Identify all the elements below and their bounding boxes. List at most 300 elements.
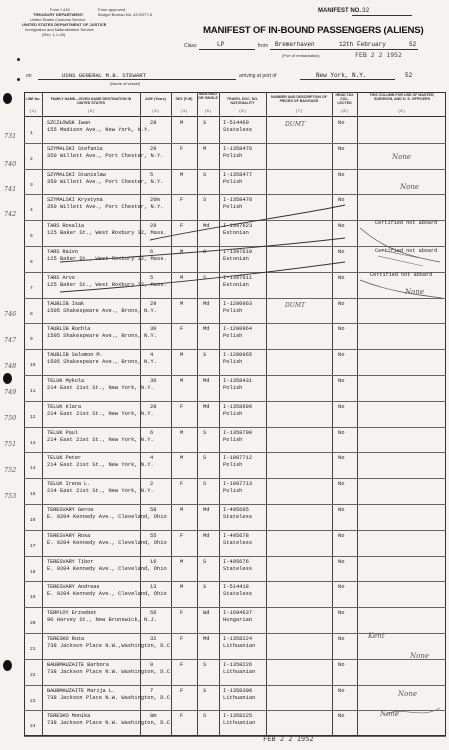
marital-status: Md [203,378,210,384]
passenger-address: 155 Madison Ave., New York, N.Y. [47,127,151,133]
justice-dept: UNITED STATES DEPARTMENT OF JUSTICE [22,22,107,27]
punch-hole [3,373,12,384]
passenger-address: E. 9204 Kennedy Ave., Cleveland, Ohio [47,514,167,520]
line-number: 4 [30,208,33,214]
date-stamp: FEB 2 2 1952 [355,51,402,59]
travel-doc-number: I-1087712 [223,455,253,462]
col-head-tax: HEAD TAX COL-LECTED [335,93,354,105]
col-line-no: LINE No. [25,97,41,101]
baggage-note: DUMT [285,121,306,128]
passenger-name: TERESVARY Geroe [47,507,94,513]
marital-status: S [203,171,207,178]
baggage-note: DUMT [285,301,306,309]
passenger-name: TAUBLIB Ruchla [47,326,91,333]
head-tax: No [338,661,345,668]
passenger-address: 350 Willett Ave., Port Chester, N.Y. [47,152,164,159]
passenger-address: E. 9204 Kennedy Ave., Cleveland, Ohio [47,565,167,572]
travel-doc-number: I-1358226 [223,661,253,668]
passenger-sex: M [180,558,184,565]
passenger-address: 1505 Shakespeare Ave., Bronx, N.Y. [47,333,157,340]
nationality: Estonian [223,256,249,262]
line-number: 6 [30,260,33,265]
passenger-age: 6 [150,249,154,255]
row-divider [24,659,446,660]
travel-doc-number: I-1358224 [223,636,253,642]
passenger-sex: M [180,378,184,384]
travel-doc-number: I-1694637 [223,610,253,617]
line-number: 8 [30,311,33,317]
from-label: from [258,43,268,49]
passenger-address: 214 East 21st St., New York, N.Y. [47,436,154,443]
manifest-label: MANIFEST NO. [318,8,361,14]
col-travel-doc: TRAVEL DOC. NO. NATIONALITY [226,97,259,105]
nationality: Polish [223,462,243,469]
col-age: AGE (Years) [145,97,166,101]
travel-doc-number: I-495676 [223,558,249,565]
row-divider [24,194,446,195]
margin-number: 748 [4,362,17,370]
passenger-sex: F [180,713,184,720]
line-number: 24 [30,724,36,730]
footer-date-stamp: FEB 2 2 1952 [263,735,314,743]
nationality: Estonian [223,230,249,237]
passenger-sex: M [180,171,184,178]
line-number: 20 [30,621,36,627]
row-divider [24,478,446,479]
passenger-age: 58 [150,507,157,513]
passenger-address: 738 Jackson Place N.W. Washington, D.C. [47,668,174,675]
on-label: on [26,73,32,79]
marital-status: Wd [203,610,210,617]
passenger-sex: F [180,610,184,617]
row-divider [24,556,446,557]
passenger-sex: M [180,249,184,255]
head-tax: No [338,378,345,384]
col-married: MAR-RIED OR SINGLE [198,92,218,100]
passenger-address: 214 East 21st St., New York, N.Y. [47,385,154,391]
line-number: 11 [30,389,36,394]
passenger-age: 13 [150,584,157,591]
head-tax: No [338,687,345,694]
form-approved: Form approved. [98,7,127,12]
head-tax: No [338,120,345,126]
passenger-address: 125 Baker St., West Roxbury 32, Mass. [47,230,167,237]
margin-number: 751 [4,440,17,448]
passenger-age: 28 [150,403,157,410]
passenger-name: SZYMALSKI Stefania [47,145,103,152]
passenger-sex: F [180,636,184,642]
marital-status: S [203,481,207,488]
line-number: 15 [30,492,36,498]
passenger-name: TERPLOY Erzsebet [47,610,97,617]
head-tax: No [338,610,345,617]
passenger-age: 29 [150,300,157,307]
passenger-address: 214 East 21st St., New York, N.Y. [47,462,154,469]
head-tax: No [338,223,345,230]
head-tax: No [338,403,345,410]
head-tax: No [338,713,345,720]
nationality: Stateless [223,539,253,546]
arriving-label: arriving at port of [239,73,277,79]
head-tax: No [338,352,345,359]
head-tax: No [338,171,345,178]
nationality: Stateless [223,565,253,572]
row-divider [24,375,446,376]
passenger-name: SZYMALSKI Stanislaw [47,171,106,178]
marital-status: S [203,713,207,720]
nationality: Lithuanian [223,694,256,701]
passenger-address: 1505 Shakespeare Ave., Bronx, N.Y. [47,307,157,314]
row-divider [24,504,446,505]
marital-status: Md [203,223,210,230]
passenger-sex: F [180,532,184,539]
row-divider [24,298,446,299]
marital-status: S [203,197,207,204]
passenger-age: 8m [150,713,157,720]
vessel-name: USNS GENERAL M.B. STEWART [62,72,146,79]
marital-status: Md [203,403,210,410]
col-officers: THIS COLUMN FOR USE OF MASTER, SURGEON, AND U. S. OFFICERS [369,93,435,101]
margin-number: 742 [4,210,17,218]
nationality: Polish [223,359,243,366]
head-tax: No [338,326,345,333]
passenger-name: TARS Rosalia [47,223,85,230]
passenger-age: 55 [150,532,157,539]
travel-doc-number: I-1358700 [223,429,253,436]
head-tax: No [338,481,345,488]
travel-doc-number: I-495695 [223,507,249,513]
head-tax: No [338,300,345,307]
line-number: 17 [30,543,36,549]
head-tax: No [338,274,345,281]
certified-note: Certified not aboard [370,272,433,278]
line-number: 9 [30,337,33,343]
marital-status: S [203,249,207,255]
port-of-embarkation: (Port of embarkation) [282,53,320,58]
travel-doc-number: I-1358699 [223,403,253,410]
marital-status: Md [203,300,210,307]
passenger-address: 738 Jackson Place N.W. Washington, D.C. [47,694,174,701]
col-name: FAMILY NAME—GIVEN NAME DESTINATION IN UNITED STATES [50,97,132,105]
passenger-age: 30 [150,326,157,333]
customs-service: United States Customs Service [30,17,86,22]
line-number: 12 [30,414,36,420]
travel-doc-number: I-1280964 [223,326,253,333]
row-divider [24,323,446,324]
passenger-name: TAUBLIB Salomon M. [47,352,103,359]
passenger-sex: F [180,145,184,152]
page-title: MANIFEST OF IN-BOUND PASSENGERS (ALIENS) [203,25,424,36]
vessel-note: (Name of vessel) [110,81,141,86]
line-number: 5 [30,234,33,240]
passenger-address: 738 Jackson Place N.W.,Washington, D.C. [47,643,174,649]
travel-doc-number: I-1280965 [223,352,253,359]
immigration-service: Immigration and Naturalization Service [25,27,94,32]
passenger-sex: M [180,352,184,359]
passenger-name: TELUK Mykola [47,378,85,384]
row-divider [24,736,446,737]
head-tax: No [338,584,345,591]
nationality: Polish [223,333,243,340]
line-number: 7 [30,285,33,291]
bullet-dot [17,58,20,61]
nationality: Polish [223,436,243,443]
arrival-year: 52 [405,72,413,79]
line-number: 19 [30,595,36,601]
passenger-address: 214 East 21st St., New York, N.Y. [47,410,154,417]
nationality: Lithuanian [223,720,256,727]
row-divider [24,427,446,428]
line-number: 22 [30,672,36,678]
margin-number: 752 [4,466,17,474]
head-tax: No [338,532,345,539]
margin-number: 753 [4,492,17,500]
passenger-name: TELUK Peter [47,455,81,462]
passenger-name: BAUBMAUZAITE Barbora [47,661,109,668]
nationality: Stateless [223,591,253,598]
marital-status: S [203,584,207,591]
passenger-name: TARS Raivo [47,249,78,255]
marital-status: Md [203,532,210,539]
margin-number: 750 [4,414,17,422]
row-divider [24,143,446,144]
row-divider [24,530,446,531]
passenger-age: 4 [150,352,154,359]
passenger-sex: F [180,661,184,668]
row-divider [24,246,446,247]
passenger-sex: M [180,274,184,281]
passenger-age: 9 [150,661,154,668]
handwritten-note: Kent [368,632,385,640]
row-divider [24,452,446,453]
handwritten-note: None [405,288,424,296]
passenger-address: 1505 Shakespeare Ave., Bronx, N.Y. [47,359,157,366]
class-value: LP [217,41,225,48]
line-number: 1 [30,131,33,136]
nationality: Lithuanian [223,643,256,649]
head-tax: No [338,249,345,255]
punch-hole [3,660,12,671]
passenger-name: SZYMALSKI Krystyna [47,197,103,204]
travel-doc-number: I-514460 [223,120,249,126]
line-number: 21 [30,647,36,652]
passenger-name: TARS Arvo [47,274,75,281]
from-value: Bremerhaven [275,41,315,48]
nationality: Polish [223,488,243,495]
passenger-name: TELUK Irena L. [47,481,91,488]
passenger-name: SZCZŁOWSK Iwan [47,120,91,126]
travel-doc-number: I-1397610 [223,249,253,255]
head-tax: No [338,145,345,152]
marital-status: S [203,558,207,565]
marital-status: S [203,274,207,281]
head-tax: No [338,558,345,565]
passenger-sex: M [180,120,184,126]
row-divider [24,401,446,402]
nationality: Polish [223,204,243,211]
nationality: Polish [223,178,243,185]
form-revision: (Rev. 1-1-49) [42,32,66,37]
marital-status: S [203,661,207,668]
passenger-age: 6 [150,429,154,436]
line-number: 16 [30,518,36,523]
nationality: Estonian [223,281,249,288]
manifest-page: Form I-415 TREASURY DEPARTMENT United States Customs Service UNITED STATES DEPARTMENT OF JUSTICE Immigration and Naturalization Service (Rev. 1-1-49) Form approved. Budget Bureau No. 43-R077-5 MANIFEST NO. 32 MANIFEST OF IN-BOUND PASSENGERS (ALIENS) Class LP from Bremerhaven 12th February 52 (Port of embarkation) FEB 2 2 1952 on USNS GENERAL M.B. STEWART (Name of vessel) arriving at port of New York, N.Y. 52 LINE No. FAMILY NAME—GIVEN NAME DESTINATION IN UNITED STATES AGE (Years) SEX (F-M) MAR-RIED OR SINGLE TRAVEL DOC. NO. NATIONALITY NUMBER AND DESCRIPTION OF PIECES OF BAGGAGE HEAD TAX COL-LECTED THIS COLUMN FOR USE OF MASTER, SURGEON, AND U. S. OFFICERS (1) (2) (3) (4) (5) (6) (7) (8) (9) 1 SZCZŁOWSK Iwan 155 Madison Ave., New York, N.Y. 28 M S I-514460 Stateless No DUMT 2 SZYMALSKI Stefania 350 Willett Ave., Port Chester, N.Y. 29 F M I-1358476 Polish No 3 SZYMALSKI Stanislaw 350 Willett Ave., Port Chester, N.Y. 5 M S I-1358477 Polish No 4 SZYMALSKI Krystyna 350 Willett Ave., Port Chester, N.Y. 20m F S I-1358478 Polish No 5 TARS Rosalia 125 Baker St., West Roxbury 32, Mass. 29 F Md I-1397623 Estonian No 6 TARS Raivo 125 Baker St., West Roxbury 32, Mass. 6 M S I-1397610 Estonian No 7 TARS Arvo 125 Baker St., West Roxbury 32, Mass. 5 M S I-1397611 Estonian No 8 TAUBLIB Isak 1505 Shakespeare Ave., Bronx, N.Y. 29 M Md I-1280963 Polish No DUMT 9 TAUBLIB Ruchla 1505 Shakespeare Ave., Bronx, N.Y. 30 F Md I-1280964 Polish No 10 TAUBLIB Salomon M. 1505 Shakespeare Ave., Bronx, N.Y. 4 M S I-1280965 Polish No 11 TELUK Mykola 214 East 21st St., New York, N.Y. 36 M Md I-1358431 Polish No 12 TELUK Klara 214 East 21st St., New York, N.Y. 28 F Md I-1358699 Polish No 13 TELUK Paul 214 East 21st St., New York, N.Y. 6 M S I-1358700 Polish No 14 TELUK Peter 214 East 21st St., New York, N.Y. 4 M S I-1087712 Polish No 15 TELUK Irena L. 214 East 21st St., New York, N.Y. 2 F S I-1087713 Polish No 16 TERESVARY Geroe E. 9204 Kennedy Ave., Cleveland, Ohio 58 M Md I-495695 Stateless No 17 TERESVARY Rosa E. 9204 Kennedy Ave., Cleveland, Ohio 55 F Md I-495678 Stateless No 18 TERESVARY Tibor E. 9204 Kennedy Ave., Cleveland, Ohio 16 M S I-495676 Stateless No 19 TERESVARY Andreas E. 9204 Kennedy Ave., Cleveland, Ohio 13 M S I-514418 Stateless No 20 TERPLOY Erzsebet 90 Harvey St., New Brunswick, N.J. 56 F Wd I-1694637 Hungarian No 21 TERESKO Ruta 738 Jackson Place N.W.,Washington, D.C. 32 F Md I-1358224 Lithuanian No 22 BAUBMAUZAITE Barbora 738 Jackson Place N.W. Washington, D.C. 9 F S I-1358226 Lithuanian No 23 BAUBMAUZAITE Marija L. 738 Jackson Place N.W. Washington, D.C. 7 F S I-1358308 Lithuanian No 24 TERESKO Monika 738 Jackson Place N.W. Washington, D.C. 8m F S I-1358225 Lithuanian No Certified not aboard Certified not aboard Certified not aboard None None None Kent None None None 731 740 741 742 746 747 748 749 750 751 752 753 FEB 2 2 1952 [0,0,449,750]
passenger-name: TERESKO Monika [47,713,91,720]
travel-doc-number: I-514418 [223,584,249,591]
head-tax: No [338,636,345,642]
travel-doc-number: I-1358477 [223,171,253,178]
passenger-name: TERESVARY Rosa [47,532,91,539]
passenger-name: TERESVARY Andreas [47,584,100,591]
marital-status: Md [203,636,210,642]
passenger-address: E. 9204 Kennedy Ave., Cleveland, Ohio [47,591,167,598]
certified-note: Certified not aboard [375,220,438,226]
line-number: 10 [30,363,36,369]
marital-status: Md [203,507,210,513]
line-number: 14 [30,466,36,472]
passenger-age: 5 [150,274,154,281]
passenger-age: 29 [150,223,157,230]
row-divider [24,349,446,350]
passenger-sex: F [180,223,184,230]
row-divider [24,685,446,686]
passenger-age: 29 [150,145,157,152]
passenger-sex: F [180,197,184,204]
passenger-address: 214 East 21st St., New York, N.Y. [47,488,154,495]
passenger-address: 738 Jackson Place N.W. Washington, D.C. [47,720,174,727]
col-sex: SEX (F-M) [175,97,193,101]
passenger-sex: M [180,455,184,462]
head-tax: No [338,507,345,513]
row-divider [24,169,446,170]
arrival-port: New York, N.Y. [316,72,367,79]
passenger-address: 350 Willett Ave., Port Chester, N.Y. [47,204,164,211]
nationality: Stateless [223,127,253,133]
passenger-sex: F [180,326,184,333]
col-baggage: NUMBER AND DESCRIPTION OF PIECES OF BAGGAGE [271,95,327,103]
marital-status: S [203,429,207,436]
passenger-age: 36 [150,378,157,384]
travel-doc-number: I-1358476 [223,145,253,152]
passenger-age: 16 [150,558,157,565]
passenger-name: TELUK Klara [47,403,81,410]
passenger-sex: M [180,584,184,591]
handwritten-note: None [400,183,419,191]
passenger-name: TERESKO Ruta [47,636,85,642]
handwritten-note: None [392,153,411,161]
passenger-age: 2 [150,481,154,488]
travel-doc-number: I-1280963 [223,300,253,307]
nationality: Polish [223,385,243,391]
passenger-name: TERESVARY Tibor [47,558,94,565]
nationality: Polish [223,307,243,314]
travel-doc-number: I-1397611 [223,274,253,281]
travel-doc-number: I-1358478 [223,197,253,204]
passenger-sex: F [180,481,184,488]
passenger-address: 125 Baker St., West Roxbury 32, Mass. [47,281,167,288]
passenger-address: 90 Harvey St., New Brunswick, N.J. [47,617,157,624]
passenger-age: 56 [150,610,157,617]
handwritten-note: None [398,690,417,698]
row-divider [24,581,446,582]
nationality: Hungarian [223,617,253,624]
head-tax: No [338,429,345,436]
passenger-sex: F [180,687,184,694]
passenger-age: 4 [150,455,154,462]
handwritten-note: None [410,652,429,660]
passenger-name: BAUBMAUZAITE Marija L. [47,687,115,694]
margin-number: 747 [4,336,17,344]
margin-number: 741 [4,185,17,193]
marital-status: S [203,352,207,359]
passenger-age: 20m [150,197,160,204]
marital-status: S [203,687,207,694]
departure-year: 52 [409,41,417,48]
row-divider [24,607,446,608]
margin-number: 746 [4,310,17,318]
travel-doc-number: I-1358431 [223,378,253,384]
passenger-address: 125 Baker St., West Roxbury 32, Mass. [47,256,167,262]
passenger-sex: M [180,300,184,307]
nationality: Lithuanian [223,668,256,675]
certified-note: Certified not aboard [375,248,438,254]
line-number: 23 [30,698,36,704]
bullet-dot [17,78,20,81]
travel-doc-number: I-1358225 [223,713,253,720]
passenger-sex: F [180,403,184,410]
margin-number: 749 [4,388,17,396]
travel-doc-number: I-1358308 [223,687,253,694]
departure-date: 12th February [339,41,386,48]
nationality: Stateless [223,514,253,520]
line-number: 2 [30,156,33,162]
travel-doc-number: I-495678 [223,532,249,539]
line-number: 3 [30,182,33,188]
marital-status: S [203,120,207,126]
class-label: Class [184,43,197,49]
marital-status: S [203,455,207,462]
punch-hole [3,93,12,104]
line-number: 18 [30,569,36,575]
passenger-age: 7 [150,687,154,694]
passenger-age: 28 [150,120,157,126]
nationality: Polish [223,410,243,417]
budget-bureau: Budget Bureau No. 43-R077-5 [98,12,153,17]
manifest-number: 32 [362,7,370,14]
passenger-sex: M [180,507,184,513]
marital-status: M [203,145,207,152]
passenger-name: TAUBLIB Isak [47,300,85,307]
head-tax: No [338,197,345,204]
nationality: Polish [223,152,243,159]
travel-doc-number: I-1087713 [223,481,253,488]
marital-status: Md [203,326,210,333]
margin-number: 740 [4,160,17,168]
form-number: Form I-415 [50,7,70,12]
passenger-name: TELUK Paul [47,429,78,436]
passenger-address: 350 Willett Ave., Port Chester, N.Y. [47,178,164,185]
handwritten-note: None [380,710,399,718]
margin-number: 731 [4,132,17,140]
treasury-dept: TREASURY DEPARTMENT [33,12,84,17]
passenger-age: 32 [150,636,157,642]
passenger-address: E. 9204 Kennedy Ave., Cleveland, Ohio [47,539,167,546]
line-number: 13 [30,440,36,446]
head-tax: No [338,455,345,462]
passenger-age: 5 [150,171,154,178]
travel-doc-number: I-1397623 [223,223,253,230]
